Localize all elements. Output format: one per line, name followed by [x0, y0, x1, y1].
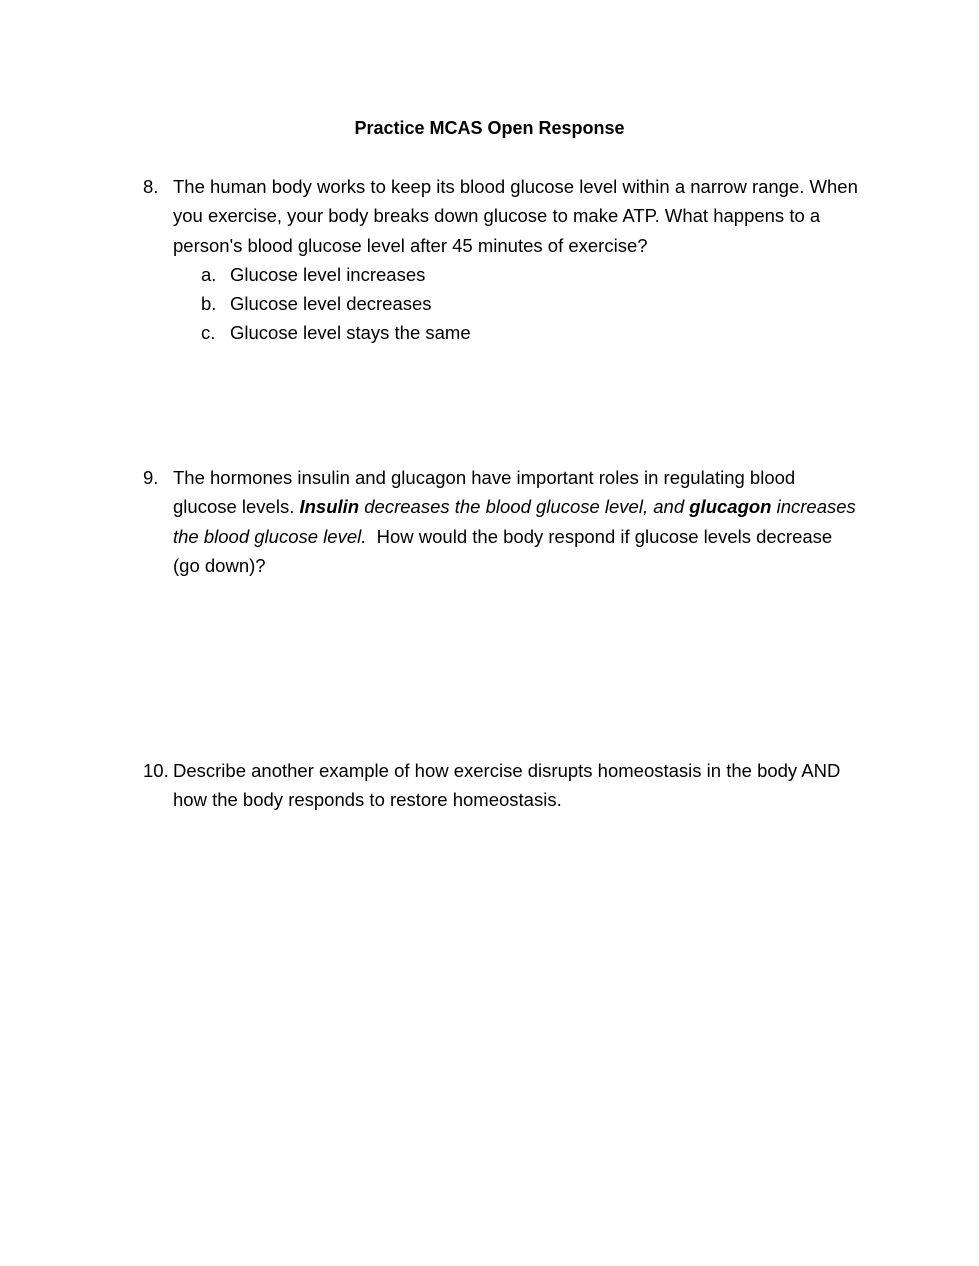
answer-options: [173, 260, 863, 348]
option-a: [173, 260, 863, 289]
option-letter: c.: [201, 322, 216, 344]
insulin-definition: decreases the blood glucose level, and: [359, 496, 690, 518]
page-title: Practice MCAS Open Response: [354, 118, 625, 138]
question-9: [143, 463, 863, 580]
question-10: [143, 756, 863, 815]
question-text: Describe another example of how exercise disrupts homeostasis in the body AND how the body responds to restore homeostasis.: [173, 760, 841, 811]
question-number: 10.: [143, 760, 169, 781]
option-b: [173, 289, 863, 318]
term-insulin: Insulin: [299, 496, 360, 518]
question-intro: The hormones insulin and glucagon have important roles in regulating blood glucose levels.: [173, 467, 796, 518]
option-letter: a.: [201, 263, 217, 285]
question-number: 8.: [143, 176, 159, 197]
option-text: Glucose level stays the same: [230, 322, 471, 344]
option-c: [173, 318, 863, 347]
option-letter: b.: [201, 293, 217, 315]
option-text: Glucose level decreases: [230, 293, 432, 315]
question-text: The human body works to keep its blood glucose level within a narrow range. When you exercise, your body breaks down glucose to make ATP. What happens to a person's blood glucose level after 45 minutes of exercise?: [173, 176, 858, 256]
option-text: Glucose level increases: [230, 263, 426, 285]
question-number: 9.: [143, 467, 159, 488]
glucagon-definition: increases the blood glucose level.: [173, 496, 856, 547]
term-glucagon: glucagon: [689, 496, 772, 518]
question-prompt: How would the body respond if glucose levels decrease (go down)?: [173, 525, 838, 576]
question-text-block: [173, 172, 863, 348]
question-8: [143, 172, 863, 348]
question-text-block: [173, 463, 863, 580]
